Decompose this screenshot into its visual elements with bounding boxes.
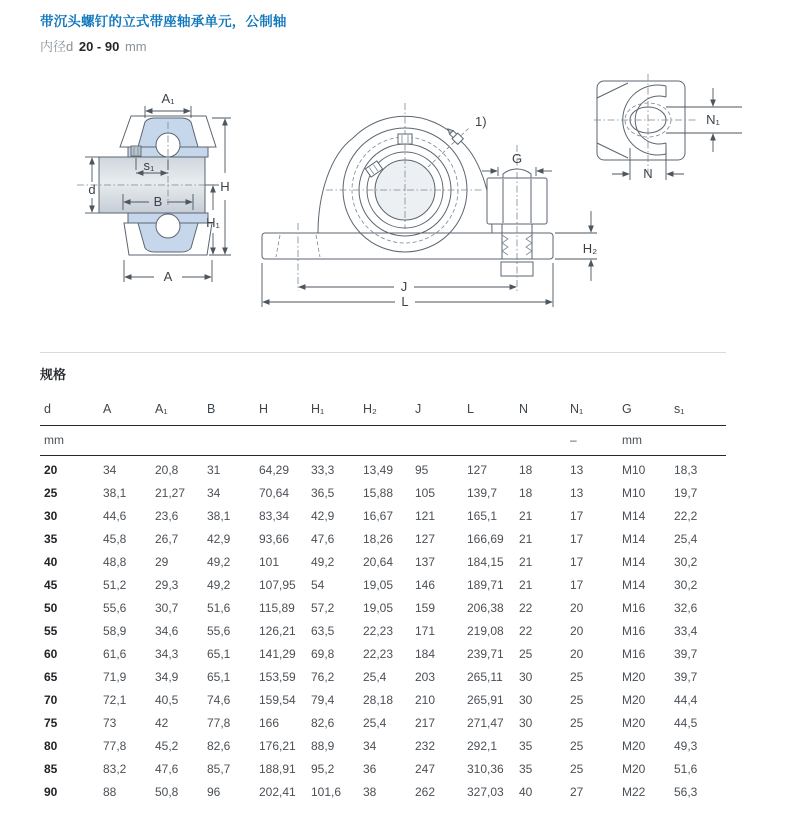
cell: 29 bbox=[155, 555, 169, 569]
cell: 73 bbox=[103, 716, 117, 730]
cell: 20 bbox=[570, 647, 584, 661]
cell-d: 30 bbox=[44, 509, 58, 523]
cell: 20 bbox=[570, 601, 584, 615]
cell: 71,9 bbox=[103, 670, 127, 684]
unit-label bbox=[155, 426, 207, 455]
cell: 38,1 bbox=[103, 486, 127, 500]
cell: 25 bbox=[570, 670, 584, 684]
cell: 25 bbox=[519, 647, 533, 661]
cell: 16,67 bbox=[363, 509, 394, 523]
table-row bbox=[40, 758, 726, 781]
cell: 33,3 bbox=[311, 463, 335, 477]
cell: 55,6 bbox=[103, 601, 127, 615]
cell: 50,8 bbox=[155, 785, 179, 799]
cell: 49,2 bbox=[207, 578, 231, 592]
cell-d: 65 bbox=[44, 670, 58, 684]
table-row bbox=[40, 459, 726, 482]
cell: 76,2 bbox=[311, 670, 335, 684]
thread-right bbox=[526, 235, 532, 255]
cell: 310,36 bbox=[467, 762, 504, 776]
cell: M14 bbox=[622, 532, 646, 546]
cell: 25,4 bbox=[363, 716, 387, 730]
cell-d: 35 bbox=[44, 532, 58, 546]
cell: 219,08 bbox=[467, 624, 504, 638]
cell: 247 bbox=[415, 762, 436, 776]
column-header: A bbox=[103, 402, 112, 416]
drawing-side-view bbox=[256, 83, 600, 321]
column-header: G bbox=[622, 402, 632, 416]
column-header: H₂ bbox=[363, 402, 377, 416]
table-row bbox=[40, 781, 726, 804]
cell: 26,7 bbox=[155, 532, 179, 546]
column-header: s₁ bbox=[674, 402, 685, 416]
drawing-front-section-view bbox=[69, 70, 269, 302]
cell: 210 bbox=[415, 693, 436, 707]
dim-label-n: N bbox=[643, 166, 653, 181]
cell: 265,91 bbox=[467, 693, 504, 707]
cell: 93,66 bbox=[259, 532, 290, 546]
cell: 292,1 bbox=[467, 739, 498, 753]
cell: 51,6 bbox=[207, 601, 231, 615]
cell: 20 bbox=[570, 624, 584, 638]
cell: 21 bbox=[519, 509, 533, 523]
cell: 83,34 bbox=[259, 509, 290, 523]
cell: 83,2 bbox=[103, 762, 127, 776]
cell: 51,6 bbox=[674, 762, 698, 776]
footnote-marker: 1) bbox=[475, 114, 487, 129]
bore-label: 内径d bbox=[40, 39, 74, 54]
unit-label bbox=[207, 426, 259, 455]
cell: 153,59 bbox=[259, 670, 296, 684]
cell: 176,21 bbox=[259, 739, 296, 753]
unit-label: mm bbox=[44, 433, 64, 447]
cell: 206,38 bbox=[467, 601, 504, 615]
cell: 262 bbox=[415, 785, 436, 799]
cell: 88,9 bbox=[311, 739, 335, 753]
cell: M14 bbox=[622, 555, 646, 569]
cell: 85,7 bbox=[207, 762, 231, 776]
table-row bbox=[40, 643, 726, 666]
cell: 64,29 bbox=[259, 463, 290, 477]
cell: M20 bbox=[622, 670, 646, 684]
cell: 44,5 bbox=[674, 716, 698, 730]
cell: 55,6 bbox=[207, 624, 231, 638]
cell: 18 bbox=[519, 463, 533, 477]
cell: 25 bbox=[570, 693, 584, 707]
cell: 40 bbox=[519, 785, 533, 799]
cell: M20 bbox=[622, 739, 646, 753]
cell-d: 55 bbox=[44, 624, 58, 638]
cell: 23,6 bbox=[155, 509, 179, 523]
ball-bottom bbox=[156, 214, 180, 238]
page-title: 带沉头螺钉的立式带座轴承单元，公制轴 bbox=[40, 14, 287, 29]
cell: 17 bbox=[570, 578, 584, 592]
cell: 22 bbox=[519, 624, 533, 638]
dim-label-j: J bbox=[400, 279, 408, 294]
cell: 28,18 bbox=[363, 693, 394, 707]
cell: 166 bbox=[259, 716, 280, 730]
cell: 21 bbox=[519, 578, 533, 592]
cell: 31 bbox=[207, 463, 221, 477]
set-screw-top bbox=[398, 134, 412, 144]
cell: 19,05 bbox=[363, 578, 394, 592]
cell: 189,71 bbox=[467, 578, 504, 592]
cell: 121 bbox=[415, 509, 436, 523]
cell: 69,8 bbox=[311, 647, 335, 661]
cell: 44,6 bbox=[103, 509, 127, 523]
cell: 38 bbox=[363, 785, 377, 799]
cell: M20 bbox=[622, 762, 646, 776]
cell: M14 bbox=[622, 509, 646, 523]
spec-section bbox=[40, 352, 726, 804]
cell: M22 bbox=[622, 785, 646, 799]
cell-d: 85 bbox=[44, 762, 58, 776]
column-header: H₁ bbox=[311, 402, 325, 416]
dim-label-h: H bbox=[220, 179, 230, 194]
drawing-top-view bbox=[592, 72, 762, 210]
cell: 34,6 bbox=[155, 624, 179, 638]
cell: 82,6 bbox=[207, 739, 231, 753]
cell: 54 bbox=[311, 578, 325, 592]
cell: 165,1 bbox=[467, 509, 498, 523]
cell: 42,9 bbox=[311, 509, 335, 523]
cell: 105 bbox=[415, 486, 436, 500]
thread-left bbox=[502, 235, 508, 255]
cell: 17 bbox=[570, 532, 584, 546]
cell: 127 bbox=[467, 463, 488, 477]
spec-table-body bbox=[40, 459, 726, 804]
cell: 166,69 bbox=[467, 532, 504, 546]
cell-d: 25 bbox=[44, 486, 58, 500]
cell: 65,1 bbox=[207, 647, 231, 661]
cell: 20,64 bbox=[363, 555, 394, 569]
column-header: N bbox=[519, 402, 529, 416]
table-row bbox=[40, 735, 726, 758]
column-header: N₁ bbox=[570, 402, 584, 416]
cell: 56,3 bbox=[674, 785, 698, 799]
cell: 146 bbox=[415, 578, 436, 592]
table-row bbox=[40, 482, 726, 505]
cell: 34 bbox=[207, 486, 221, 500]
cell: 48,8 bbox=[103, 555, 127, 569]
unit-label: mm bbox=[622, 433, 642, 447]
cell: 21 bbox=[519, 532, 533, 546]
table-header-row bbox=[40, 402, 726, 426]
cell: M10 bbox=[622, 463, 646, 477]
unit-label bbox=[467, 426, 519, 455]
cell: 18,26 bbox=[363, 532, 394, 546]
cell: 13 bbox=[570, 486, 584, 500]
cell: 70,64 bbox=[259, 486, 290, 500]
unit-label bbox=[311, 426, 363, 455]
bore-range bbox=[40, 36, 287, 55]
cell: 115,89 bbox=[259, 601, 295, 615]
table-row bbox=[40, 666, 726, 689]
dim-label-h2: H₂ bbox=[582, 241, 598, 256]
cell: 17 bbox=[570, 509, 584, 523]
cell: 30 bbox=[519, 716, 533, 730]
cell: 77,8 bbox=[103, 739, 127, 753]
cell: 159 bbox=[415, 601, 436, 615]
cell: M14 bbox=[622, 578, 646, 592]
bore-unit: mm bbox=[124, 39, 147, 54]
unit-label bbox=[674, 426, 726, 455]
cell: 30 bbox=[519, 670, 533, 684]
cell: 30,2 bbox=[674, 555, 698, 569]
cell: 42,9 bbox=[207, 532, 231, 546]
cell: 203 bbox=[415, 670, 436, 684]
cell: 35 bbox=[519, 739, 533, 753]
cell: 49,2 bbox=[311, 555, 335, 569]
cell: 65,1 bbox=[207, 670, 231, 684]
cell: 49,2 bbox=[207, 555, 231, 569]
dim-label-l: L bbox=[401, 294, 409, 309]
cell-d: 60 bbox=[44, 647, 58, 661]
cell: 57,2 bbox=[311, 601, 335, 615]
cell: 63,5 bbox=[311, 624, 335, 638]
dim-label-a: A bbox=[163, 269, 173, 284]
cell: 34,9 bbox=[155, 670, 179, 684]
cell-d: 70 bbox=[44, 693, 58, 707]
cell: 33,4 bbox=[674, 624, 698, 638]
cell-d: 80 bbox=[44, 739, 58, 753]
column-header: H bbox=[259, 402, 269, 416]
cell: 18,3 bbox=[674, 463, 698, 477]
cell: 202,41 bbox=[259, 785, 296, 799]
cell: 88 bbox=[103, 785, 117, 799]
cell: M16 bbox=[622, 647, 646, 661]
cell: 188,91 bbox=[259, 762, 296, 776]
cell: 101 bbox=[259, 555, 280, 569]
unit-label bbox=[103, 426, 155, 455]
cell: 25 bbox=[570, 739, 584, 753]
set-screw bbox=[131, 146, 141, 156]
cell: 25,4 bbox=[674, 532, 698, 546]
cell: 44,4 bbox=[674, 693, 698, 707]
cell: 79,4 bbox=[311, 693, 335, 707]
table-row bbox=[40, 528, 726, 551]
cell: 19,05 bbox=[363, 601, 394, 615]
column-header: J bbox=[415, 402, 422, 416]
cell: 327,03 bbox=[467, 785, 504, 799]
cell: 20,8 bbox=[155, 463, 179, 477]
cell-d: 20 bbox=[44, 463, 58, 477]
unit-label bbox=[415, 426, 467, 455]
cell: 25 bbox=[570, 716, 584, 730]
cell: 22,2 bbox=[674, 509, 698, 523]
cell: 58,9 bbox=[103, 624, 127, 638]
cell: 30,7 bbox=[155, 601, 179, 615]
cell: 101,6 bbox=[311, 785, 342, 799]
table-units-row bbox=[40, 426, 726, 456]
cell: 51,2 bbox=[103, 578, 127, 592]
cell-d: 90 bbox=[44, 785, 58, 799]
cell: 42 bbox=[155, 716, 169, 730]
cell: 17 bbox=[570, 555, 584, 569]
cell: 126,21 bbox=[259, 624, 296, 638]
cell: 217 bbox=[415, 716, 436, 730]
cell: 29,3 bbox=[155, 578, 179, 592]
table-row bbox=[40, 574, 726, 597]
cell: 13 bbox=[570, 463, 584, 477]
column-header: B bbox=[207, 402, 216, 416]
cell-d: 50 bbox=[44, 601, 58, 615]
cell-d: 45 bbox=[44, 578, 58, 592]
table-row bbox=[40, 551, 726, 574]
cell: M16 bbox=[622, 601, 646, 615]
cell: 38,1 bbox=[207, 509, 231, 523]
dim-label-a1: A₁ bbox=[161, 91, 175, 106]
cell: 25 bbox=[570, 762, 584, 776]
dim-label-b: B bbox=[153, 194, 163, 209]
cell: M10 bbox=[622, 486, 646, 500]
base-outline bbox=[597, 81, 685, 160]
cell: 265,11 bbox=[467, 670, 503, 684]
cell: 22 bbox=[519, 601, 533, 615]
cell: 184 bbox=[415, 647, 436, 661]
cell: 171 bbox=[415, 624, 436, 638]
cell: 21 bbox=[519, 555, 533, 569]
cell: 96 bbox=[207, 785, 221, 799]
table-row bbox=[40, 505, 726, 528]
cell: 19,7 bbox=[674, 486, 698, 500]
cell: 40,5 bbox=[155, 693, 179, 707]
cell: 36 bbox=[363, 762, 377, 776]
unit-label bbox=[519, 426, 570, 455]
cell: 30 bbox=[519, 693, 533, 707]
unit-label: – bbox=[570, 433, 577, 447]
spec-section-title: 规格 bbox=[40, 367, 67, 382]
cell: 139,7 bbox=[467, 486, 498, 500]
cell: M20 bbox=[622, 693, 646, 707]
cell: 32,6 bbox=[674, 601, 698, 615]
cell: 77,8 bbox=[207, 716, 231, 730]
page-header bbox=[40, 10, 287, 55]
cell-d: 75 bbox=[44, 716, 58, 730]
dim-label-d: d bbox=[88, 182, 96, 197]
cell: 25,4 bbox=[363, 670, 387, 684]
cell: 15,88 bbox=[363, 486, 394, 500]
cell-d: 40 bbox=[44, 555, 58, 569]
cell: 22,23 bbox=[363, 624, 394, 638]
cell: 61,6 bbox=[103, 647, 127, 661]
cell: 21,27 bbox=[155, 486, 186, 500]
unit-label bbox=[259, 426, 311, 455]
housing-base bbox=[262, 233, 553, 259]
cell: 13,49 bbox=[363, 463, 394, 477]
column-header: A₁ bbox=[155, 402, 168, 416]
cell: 34 bbox=[363, 739, 377, 753]
column-header: d bbox=[44, 402, 51, 416]
dim-label-s1: s₁ bbox=[143, 158, 155, 173]
cell: 271,47 bbox=[467, 716, 504, 730]
cell: 36,5 bbox=[311, 486, 335, 500]
cell: 27 bbox=[570, 785, 584, 799]
cell: 47,6 bbox=[155, 762, 179, 776]
cell: 159,54 bbox=[259, 693, 296, 707]
bore-range-value: 20 - 90 bbox=[78, 39, 120, 54]
cell: 95,2 bbox=[311, 762, 335, 776]
cell: 35 bbox=[519, 762, 533, 776]
cell: 127 bbox=[415, 532, 436, 546]
table-row bbox=[40, 712, 726, 735]
cell: 141,29 bbox=[259, 647, 296, 661]
cell: M16 bbox=[622, 624, 646, 638]
dim-label-h1: H₁ bbox=[206, 215, 220, 230]
cell: 184,15 bbox=[467, 555, 504, 569]
cell: 232 bbox=[415, 739, 436, 753]
cell: 45,2 bbox=[155, 739, 179, 753]
cell: 82,6 bbox=[311, 716, 335, 730]
cell: 137 bbox=[415, 555, 436, 569]
table-row bbox=[40, 597, 726, 620]
cell: 49,3 bbox=[674, 739, 698, 753]
dim-label-n1: N₁ bbox=[706, 112, 720, 127]
unit-label bbox=[363, 426, 415, 455]
cell: M20 bbox=[622, 716, 646, 730]
cell: 74,6 bbox=[207, 693, 231, 707]
cell: 18 bbox=[519, 486, 533, 500]
cell: 22,23 bbox=[363, 647, 394, 661]
cell: 34 bbox=[103, 463, 117, 477]
cell: 39,7 bbox=[674, 670, 698, 684]
cell: 72,1 bbox=[103, 693, 127, 707]
cell: 107,95 bbox=[259, 578, 296, 592]
table-row bbox=[40, 689, 726, 712]
cell: 239,71 bbox=[467, 647, 504, 661]
cell: 45,8 bbox=[103, 532, 127, 546]
dim-label-g: G bbox=[511, 151, 523, 166]
cell: 39,7 bbox=[674, 647, 698, 661]
cell: 47,6 bbox=[311, 532, 335, 546]
column-header: L bbox=[467, 402, 474, 416]
cell: 34,3 bbox=[155, 647, 179, 661]
cell: 95 bbox=[415, 463, 429, 477]
cell: 30,2 bbox=[674, 578, 698, 592]
table-row bbox=[40, 620, 726, 643]
